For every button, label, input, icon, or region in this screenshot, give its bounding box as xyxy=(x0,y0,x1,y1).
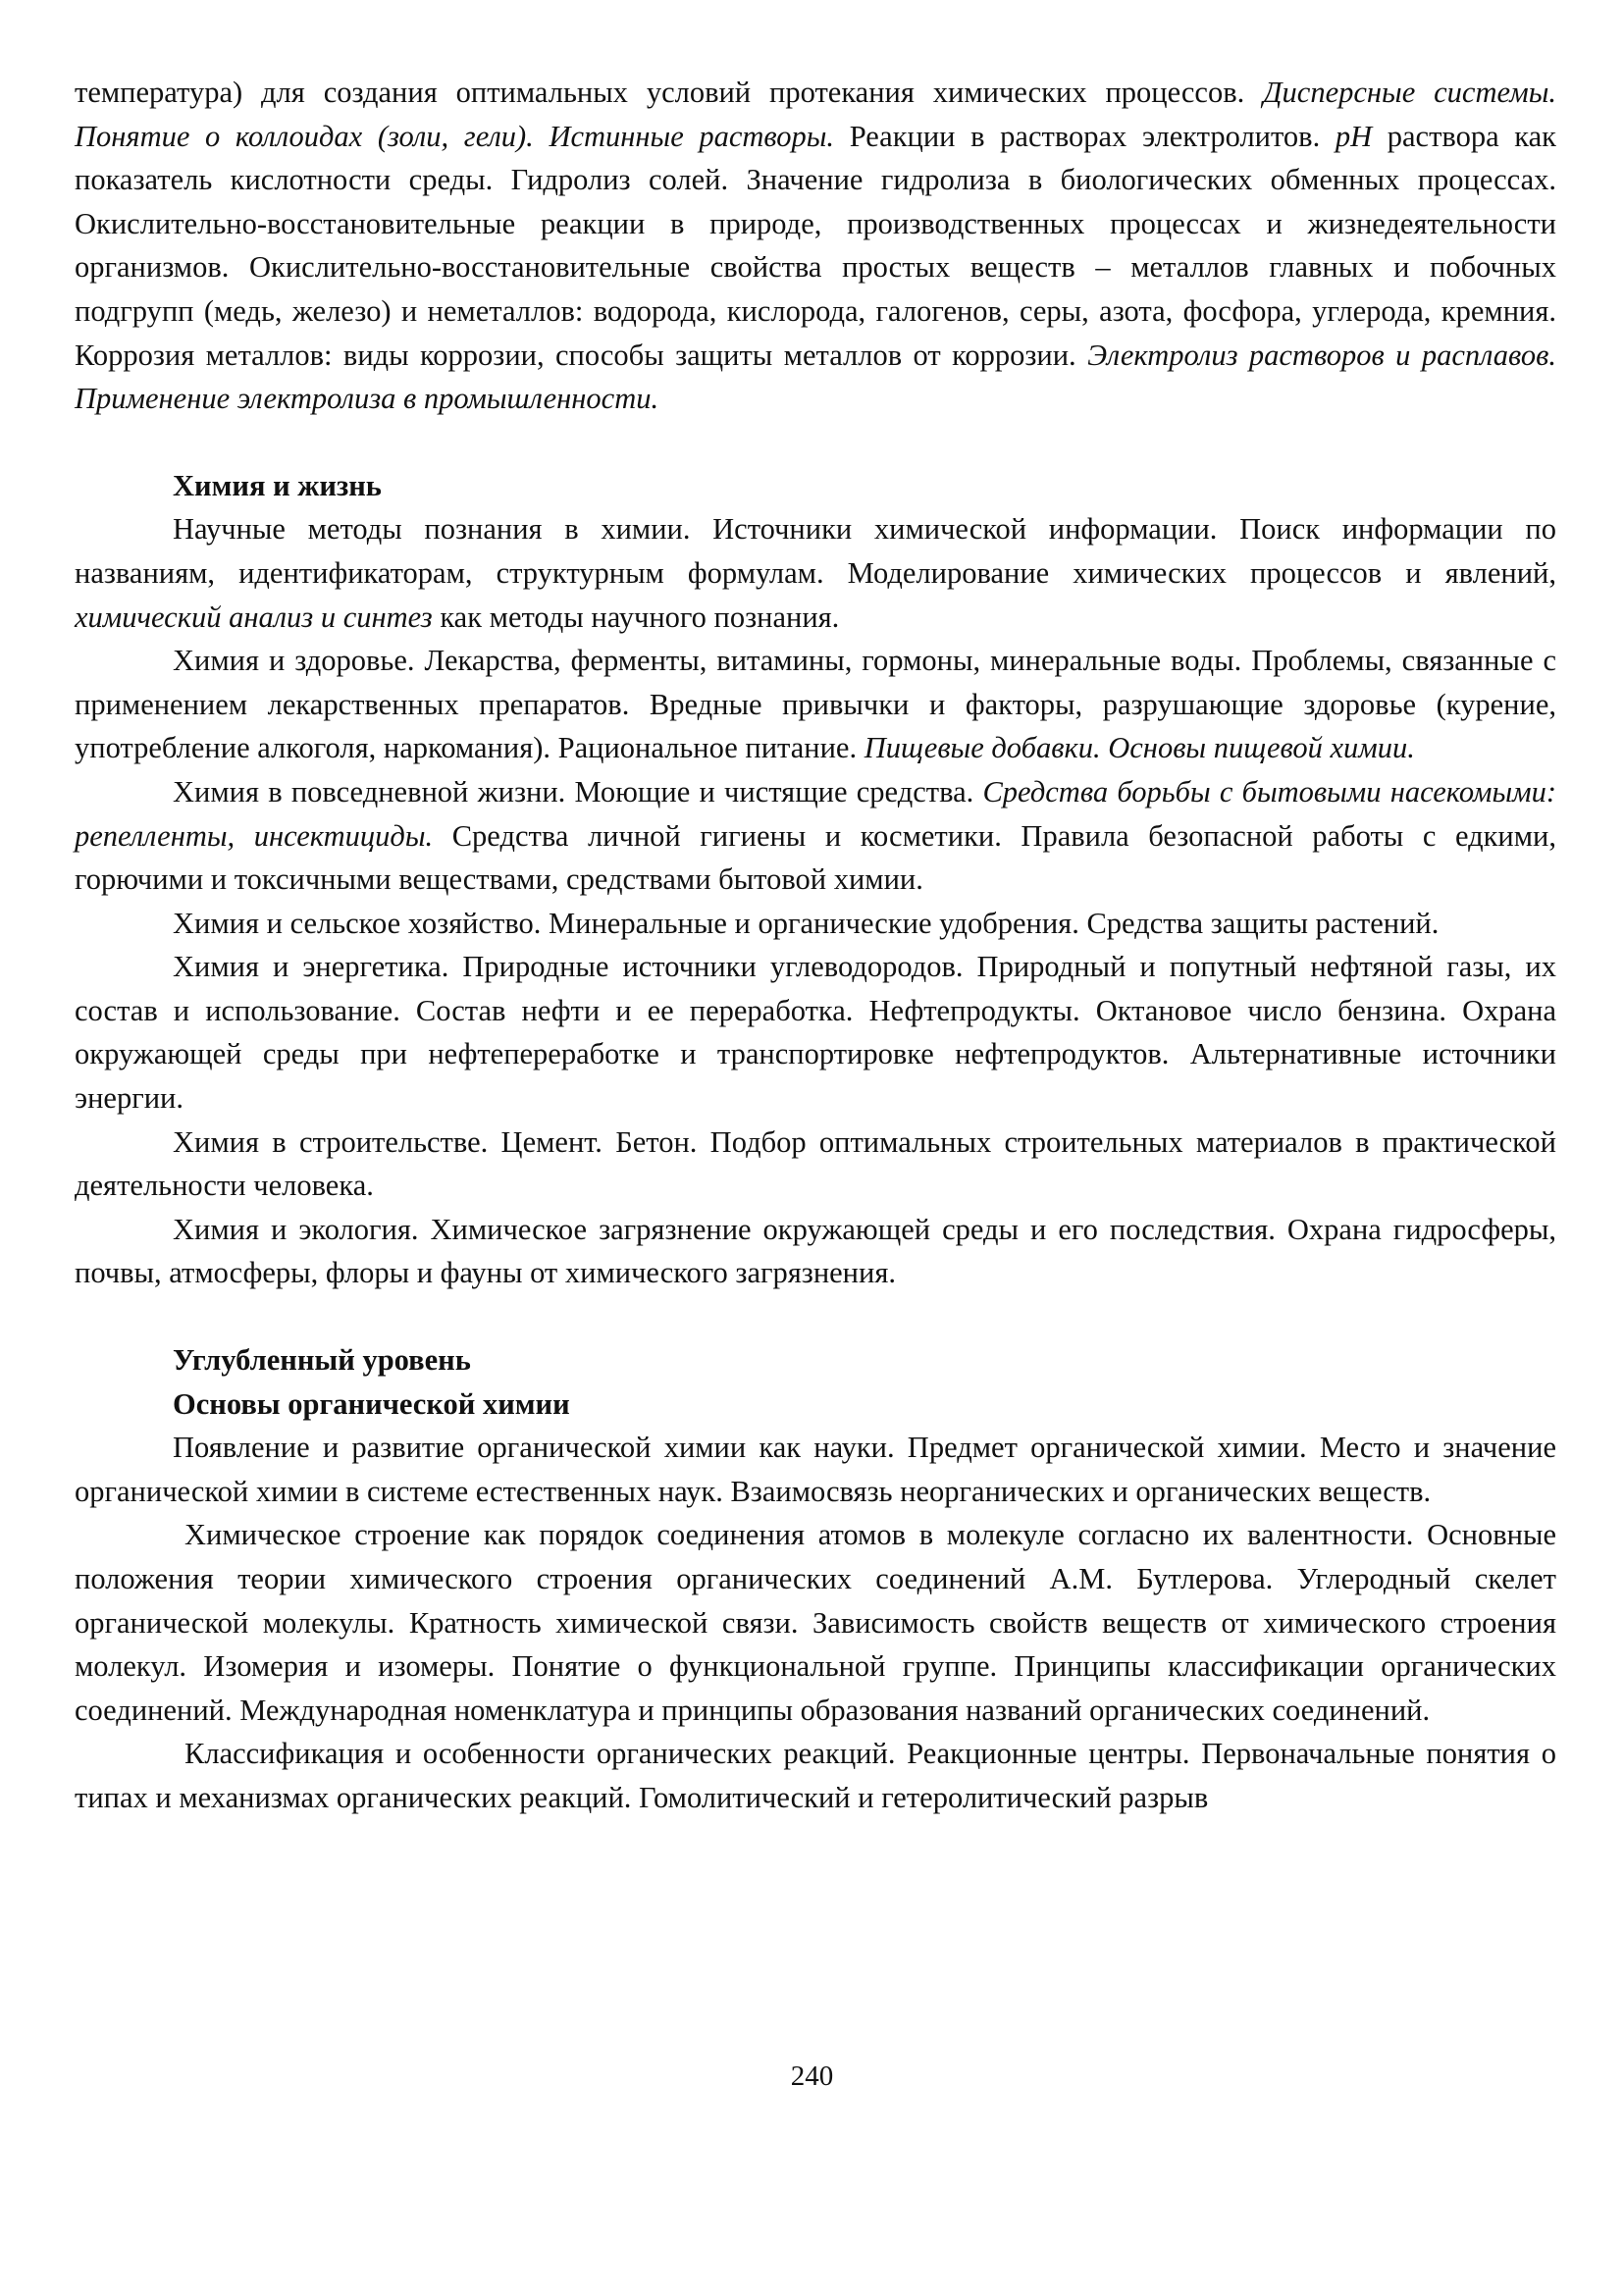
paragraph-ecology: Химия и экология. Химическое загрязнение окружающей среды и его последствия. Охрана гидросферы, почвы, атмосферы, флоры и фауны от химического загрязнения. xyxy=(75,1212,1556,1290)
paragraph-scientific-methods xyxy=(75,507,1556,639)
intro-text-3: раствора как показатель кислотности среды. Гидролиз солей. Значение гидролиза в биологических обменных процессах. Окислительно-восстановительные реакции в природе, производственных процессах и жизнедеятельности организмов. Окислительно-восстановительные свойства простых веществ – металлов главных и побочных подгрупп (медь, железо) и неметаллов: водорода, кислорода, галогенов, серы, азота, фосфора, углерода, кремния. Коррозия металлов: виды коррозии, способы защиты металлов от коррозии. xyxy=(75,119,1556,372)
paragraph-organic-intro: Появление и развитие органической химии как науки. Предмет органической химии. Место и значение органической химии в системе естественных наук. Взаимосвязь неорганических и органических веществ. xyxy=(75,1431,1556,1508)
intro-italic-ph: pH xyxy=(1335,119,1373,153)
paragraph-chemical-structure: Химическое строение как порядок соединения атомов в молекуле согласно их валентности. Основные положения теории химического строения органических соединений А.М. Бутлерова. Углеродный скелет органической молекулы. Кратность химической связи. Зависимость свойств веществ от химического строения молекул. Изомерия и изомеры. Понятие о функциональной группе. Принципы классификации органических соединений. Международная номенклатура и принципы образования названий органических соединений. xyxy=(75,1518,1556,1727)
spacer xyxy=(75,421,1556,464)
text-segment: Химия в повседневной жизни. Моющие и чистящие средства. xyxy=(173,774,983,808)
heading-advanced-level: Углубленный уровень xyxy=(173,1343,471,1378)
paragraph-construction: Химия в строительстве. Цемент. Бетон. Подбор оптимальных строительных материалов в практической деятельности человека. xyxy=(75,1124,1556,1203)
text-segment: Средства личной гигиены и косметики. Правила безопасной работы с едкими, горючими и токсичными веществами, средствами бытовой химии. xyxy=(75,818,1556,897)
paragraph-everyday-life xyxy=(75,770,1556,902)
heading-organic-chemistry: Основы органической химии xyxy=(173,1386,570,1421)
intro-paragraph xyxy=(75,71,1556,421)
intro-italic-dispersed: Дисперсные системы. Понятие о коллоидах (золи, гели). Истинные растворы. xyxy=(75,76,1557,153)
paragraph-energy: Химия и энергетика. Природные источники углеводородов. Природный и попутный нефтяной газы, их состав и использование. Состав нефти и ее переработка. Нефтепродукты. Октановое число бензина. Охрана окружающей среды при нефтепереработке и транспортировке нефтепродуктов. Альтернативные источники энергии. xyxy=(75,950,1556,1116)
page-content xyxy=(75,71,1556,1820)
page-number: 240 xyxy=(790,2060,834,2092)
italic-segment: Пищевые добавки. Основы пищевой химии. xyxy=(864,731,1415,765)
italic-segment: Средства борьбы с бытовыми насекомыми: репелленты, инсектициды. xyxy=(75,774,1556,853)
text-segment: Химия и здоровье. Лекарства, ферменты, витамины, гормоны, минеральные воды. Проблемы, связанные с применением лекарственных препаратов. Вредные привычки и факторы, разрушающие здоровье (курение, употребление алкоголя, наркомания). Рациональное питание. xyxy=(75,644,1556,765)
intro-italic-electrolysis: Электролиз растворов и расплавов. Применение электролиза в промышленности. xyxy=(75,338,1556,416)
intro-text-1: температура) для создания оптимальных условий протекания химических процессов. xyxy=(75,76,1264,109)
italic-segment: химический анализ и синтез xyxy=(75,600,433,634)
paragraph-health xyxy=(75,639,1556,770)
heading-chemistry-and-life: Химия и жизнь xyxy=(173,468,382,502)
paragraph-agriculture: Химия и сельское хозяйство. Минеральные и органические удобрения. Средства защиты растений. xyxy=(173,906,1440,940)
spacer xyxy=(75,1295,1556,1338)
paragraph-reaction-classification: Классификация и особенности органических реакций. Реакционные центры. Первоначальные понятия о типах и механизмах органических реакций. Гомолитический и гетеролитический разрыв xyxy=(75,1737,1556,1814)
text-segment: как методы научного познания. xyxy=(432,600,840,634)
intro-text-2: Реакции в растворах электролитов. xyxy=(834,119,1336,153)
text-segment: Научные методы познания в химии. Источники химической информации. Поиск информации по названиям, идентификаторам, структурным формулам. Моделирование химических процессов и явлений, xyxy=(75,512,1556,590)
